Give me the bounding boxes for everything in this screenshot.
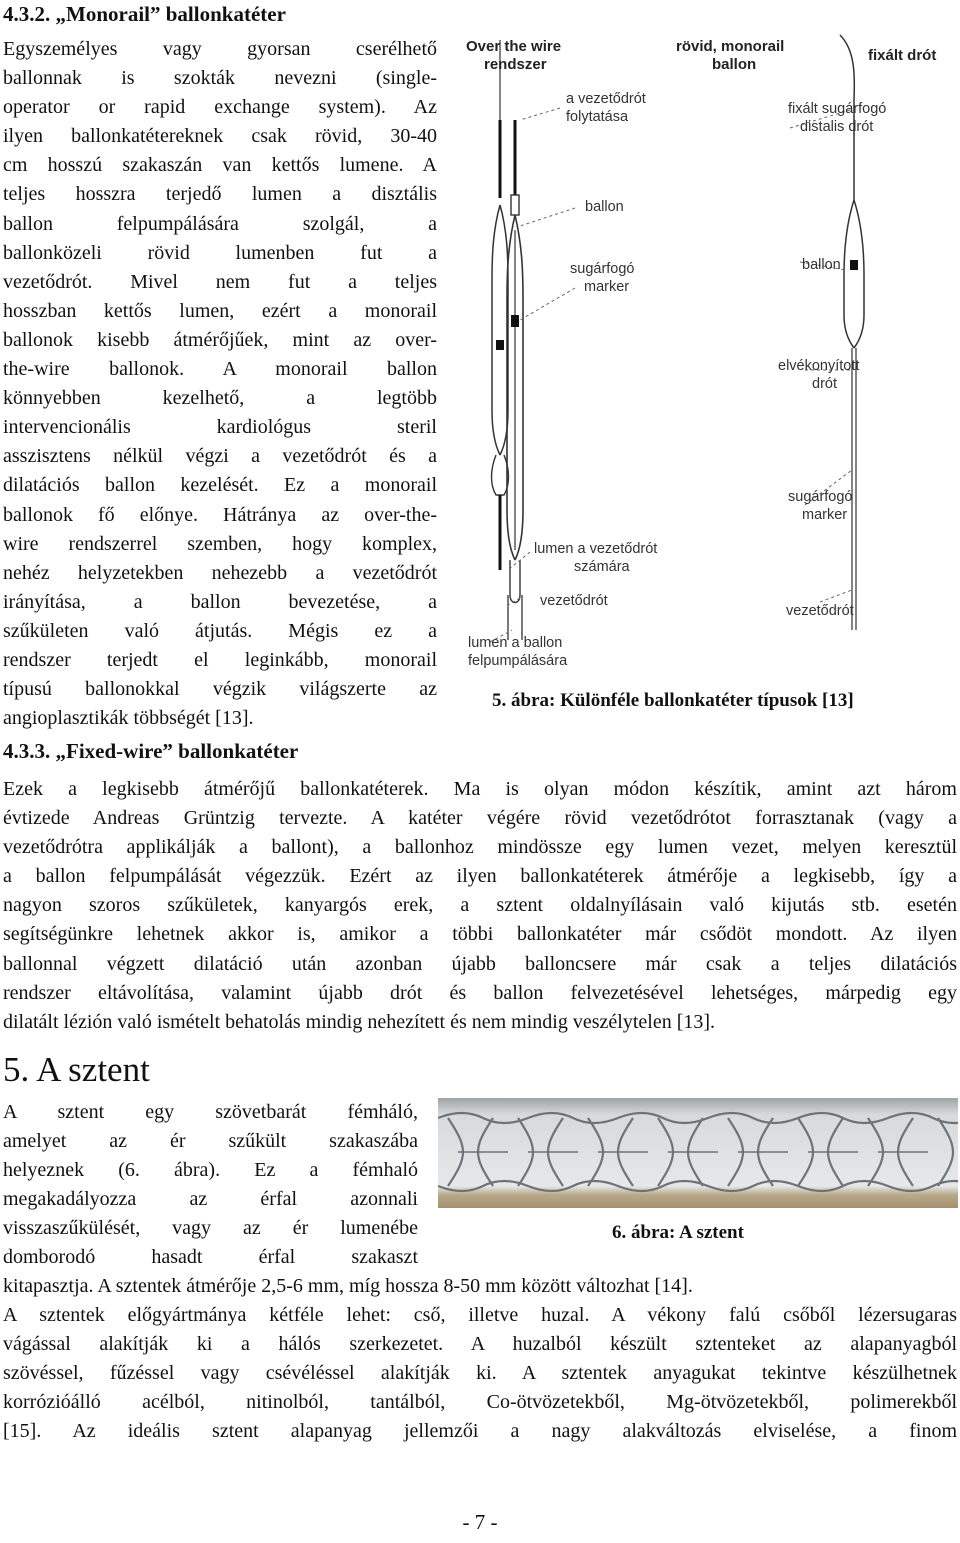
paragraph-line: amelyet az ér szűkült szakaszába xyxy=(3,1130,418,1153)
label-line: rendszer xyxy=(484,56,547,73)
paragraph-line: cm hosszú szakaszán van kettős lumene. A xyxy=(3,154,437,177)
label-line: distalis drót xyxy=(800,119,874,135)
label-guidewire: vezetődrót xyxy=(540,593,608,609)
paragraph-line: megakadályozza az érfal azonnali xyxy=(3,1188,418,1211)
paragraph-line: korrózióálló acélból, nitinolból, tantálból, Co-ötvözetekből, Mg-ötvözetekből, polimerekből xyxy=(3,1391,957,1414)
paragraph-line: helyeznek (6. ábra). Ez a fémhaló xyxy=(3,1159,418,1182)
paragraph-line: ilyen ballonkatétereknek csak rövid, 30-40 xyxy=(3,125,437,148)
label-line: sugárfogó xyxy=(788,489,853,505)
paragraph-line: domborodó hasadt érfal szakaszt xyxy=(3,1246,418,1269)
paragraph-line: Ezek a legkisebb átmérőjű ballonkatéterek. Ma is olyan módon készítik, amint azt három xyxy=(3,778,957,800)
paragraph-line: the-wire ballonok. A monorail ballon xyxy=(3,358,437,381)
label-line: sugárfogó xyxy=(570,261,635,277)
paragraph-line: nehéz helyzetekben nehezebb a vezetődrót xyxy=(3,561,437,584)
label-marker-right xyxy=(788,488,853,524)
label-line: drót xyxy=(812,376,837,392)
paragraph-line: vágással alakítják ki a hálós szerkezetet. A huzalból készült sztenteket az alapanyagból xyxy=(3,1333,957,1356)
figure-5-caption: 5. ábra: Különféle ballonkatéter típusok [13] xyxy=(492,690,854,711)
paragraph-line: ballonközeli rövid lumenben fut a xyxy=(3,241,437,264)
paragraph-line: szövéssel, fűzéssel vagy csévéléssel alakítják ki. A sztentek anyagukat tekintve készülhetnek xyxy=(3,1362,957,1385)
figure-stent-photo xyxy=(438,1098,958,1208)
label-fixed-tip xyxy=(788,100,886,136)
paragraph-line: asszisztens nélkül végzi a vezetődrót és a xyxy=(3,445,437,468)
paragraph-line: A sztent egy szövetbarát fémháló, xyxy=(3,1101,418,1123)
paragraph-line: hosszban kettős lumen, ezért a monorail xyxy=(3,299,437,322)
paragraph-line: ballonnal végzett dilatáció után azonban újabb balloncsere már csak a teljes dilatációs xyxy=(3,952,957,975)
paragraph-line: [15]. Az ideális sztent alapanyag jellemzői a nagy alakváltozás elviselése, a finom xyxy=(3,1420,957,1443)
label-guidewire-lumen xyxy=(534,540,657,576)
paragraph-line: dilatációs ballon kezelését. Ez a monorail xyxy=(3,474,437,497)
section-heading-monorail: 4.3.2. „Monorail” ballonkatéter xyxy=(3,2,286,26)
label-thinned-wire xyxy=(778,357,859,393)
fixed-wire-paragraph xyxy=(3,775,957,1037)
label-line: ballon xyxy=(712,56,757,73)
paragraph-line: visszaszűkülését, vagy az ér lumenébe xyxy=(3,1217,418,1240)
otw-header xyxy=(466,38,576,74)
paragraph-line: ballonok kisebb átmérőjűek, mint az over- xyxy=(3,328,437,351)
label-balloon-left: ballon xyxy=(585,199,624,215)
paragraph-line: irányítása, a ballon bevezetése, a xyxy=(3,590,437,613)
label-line: felpumpálására xyxy=(468,653,568,669)
label-line: rövid, monorail xyxy=(676,38,785,55)
label-line: marker xyxy=(802,507,848,523)
paragraph-line: ballonnak is szokták nevezni (single- xyxy=(3,67,437,90)
label-continuation xyxy=(566,90,646,126)
paragraph-line: wire rendszerrel szemben, hogy komplex, xyxy=(3,532,437,555)
paragraph-line: vezetődrótra applikálják a ballont), a ballonhoz mindössze egy lumen vezet, melyen keresztül xyxy=(3,836,957,859)
stent-intro-paragraph xyxy=(3,1098,418,1273)
page-number: - 7 - xyxy=(462,1510,498,1534)
paragraph-line: teljes hosszra terjedő lumen a disztális xyxy=(3,183,437,206)
label-line: elvékonyított xyxy=(778,358,860,374)
paragraph-line: ballonok fő előnye. Hátránya az over-the- xyxy=(3,503,437,526)
paragraph-line: nagyon szoros szűkületek, kanyargós erek, a sztent oldalnyílásain való kijutás stb. esetén xyxy=(3,894,957,917)
label-line: a vezetődrót xyxy=(566,91,646,107)
label-line: folytatása xyxy=(566,109,629,125)
paragraph-line: rendszer eltávolítása, valamint újabb drót és ballon felvezetésével lehetséges, márpedig egy xyxy=(3,981,957,1004)
paragraph-line: a ballon felpumpálását végezzük. Ezért az ilyen ballonkatéterek átmérője a legkisebb, így a xyxy=(3,865,957,888)
paragraph-line: Egyszemélyes vagy gyorsan cserélhető xyxy=(3,38,437,60)
label-line: fixált sugárfogó xyxy=(788,101,887,117)
section-heading-fixed-wire: 4.3.3. „Fixed-wire” ballonkatéter xyxy=(3,739,299,763)
label-marker-left xyxy=(570,260,635,296)
paragraph-line: angioplasztikák többségét [13]. xyxy=(3,707,254,730)
label-line: számára xyxy=(574,559,630,575)
paragraph-line: kitapasztja. A sztentek átmérője 2,5-6 mm, míg hossza 8-50 mm között változhat [14]. xyxy=(3,1275,693,1297)
stent-image xyxy=(438,1098,958,1208)
paragraph-line: segítségünkre lehetnek akkor is, amikor a többi ballonkatéter már csődöt mondott. Az ilyen xyxy=(3,923,957,946)
paragraph-line: évtizede Andreas Grüntzig tervezte. A katéter végére rövid vezetődrótot forrasztanak (vagy a xyxy=(3,807,957,830)
label-inflation-lumen xyxy=(468,634,567,670)
paragraph-line: operator or rapid exchange system). Az xyxy=(3,96,437,119)
fixed-wire-header: fixált drót xyxy=(868,47,937,64)
monorail-header xyxy=(676,38,816,74)
paragraph-line: dilatált lézión való ismételt behatolás mindig nehezített és nem mindig veszélytelen [13]. xyxy=(3,1010,716,1033)
paragraph-line: rendszer terjedt el leginkább, monorail xyxy=(3,648,437,671)
label-line: lumen a ballon xyxy=(468,635,563,651)
over-the-wire-catheter xyxy=(507,120,523,640)
monorail-paragraph xyxy=(3,35,437,733)
paragraph-line: típusú ballonokkal végzik világszerte az xyxy=(3,678,437,701)
paragraph-line: ballon felpumpálására szolgál, a xyxy=(3,212,437,235)
figure-6-caption: 6. ábra: A sztent xyxy=(612,1222,744,1243)
paragraph-line: könnyebben kezelhető, a legtöbb xyxy=(3,387,437,410)
label-line: marker xyxy=(584,279,630,295)
label-line: lumen a vezetődrót xyxy=(534,541,658,557)
paragraph-line: A sztentek előgyártmánya kétféle lehet: cső, illetve huzal. A vékony falú csőből lézersugaras xyxy=(3,1304,957,1327)
paragraph-line: intervencionális kardiológus steril xyxy=(3,416,437,439)
label-balloon-right: ballon xyxy=(802,257,841,273)
figure-balloon-catheter-types xyxy=(460,30,958,682)
section-heading-stent: 5. A sztent xyxy=(3,1050,150,1089)
label-guidewire-right: vezetődrót xyxy=(786,603,854,619)
paragraph-line: szűkületen való átjutás. Mégis ez a xyxy=(3,619,437,642)
monorail-catheter xyxy=(492,40,509,570)
label-line: Over the wire xyxy=(466,38,562,55)
stent-paragraph xyxy=(3,1272,957,1447)
paragraph-line: vezetődrót. Mivel nem fut a teljes xyxy=(3,270,437,293)
